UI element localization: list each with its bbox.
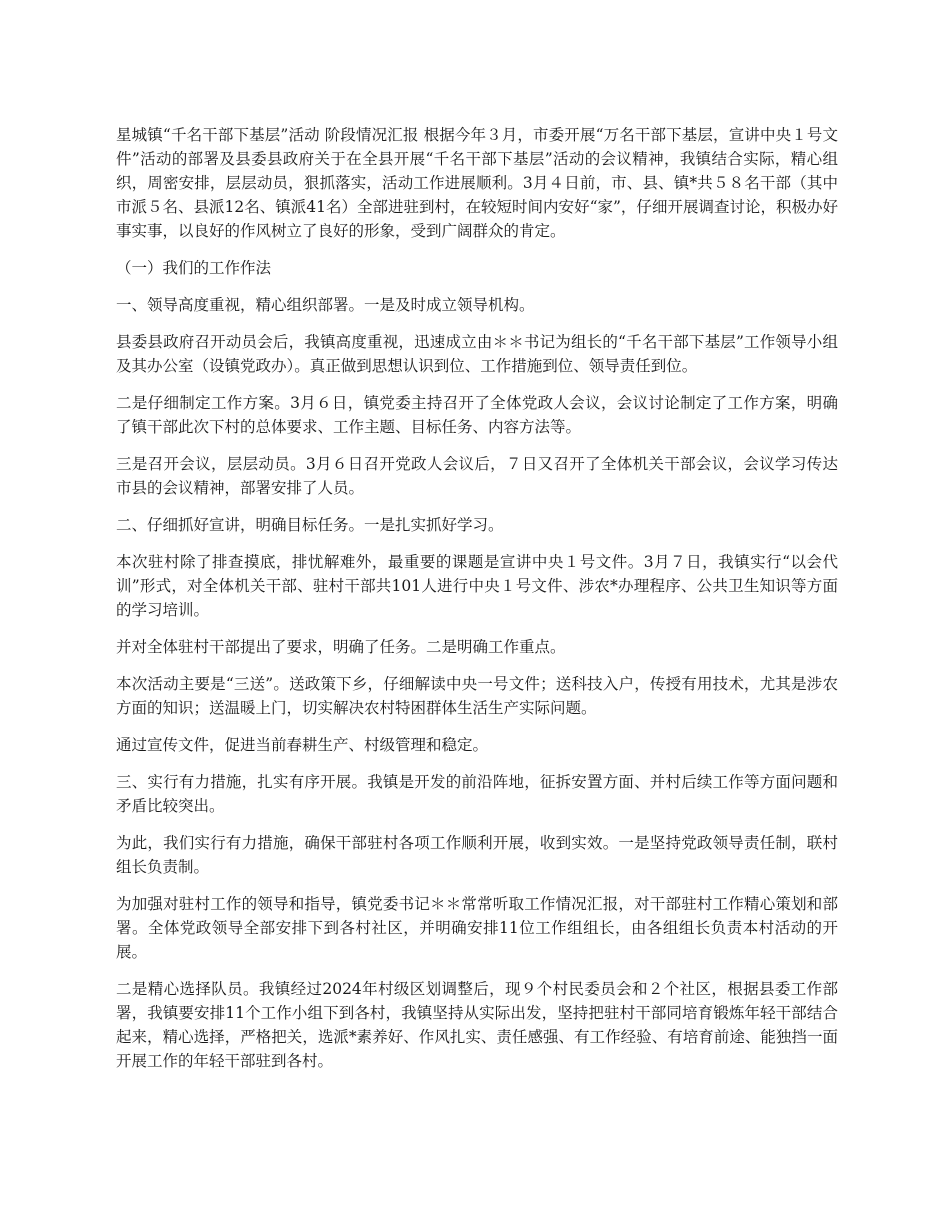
- paragraph: 本次活动主要是“三送”。送政策下乡，仔细解读中央一号文件；送科技入户，传授有用技术，尤其是涉农方面的知识；送温暖上门，切实解决农村特困群体生活生产实际问题。: [116, 675, 838, 717]
- paragraph-point-two: 二、仔细抓好宣讲，明确目标任务。一是扎实抓好学习。: [116, 516, 504, 534]
- paragraph: 通过宣传文件，促进当前春耕生产、村级管理和稳定。: [116, 736, 489, 754]
- paragraph: 三是召开会议，层层动员。3月６日召开党政人会议后，７日又召开了全体机关干部会议，会议学习传达市县的会议精神，部署安排了人员。: [116, 455, 838, 497]
- paragraph: 并对全体驻村干部提出了要求，明确了任务。二是明确工作重点。: [116, 638, 566, 656]
- document-body: [116, 123, 838, 1086]
- paragraph-intro: 星城镇“千名干部下基层”活动 阶段情况汇报 根据今年３月，市委开展“万名干部下基层，宣讲中央１号文件”活动的部署及县委县政府关于在全县开展“千名干部下基层”活动的会议精神，我镇结合实际，精心组织，周密安排，层层动员，狠抓落实，活动工作进展顺利。3月４日前，市、县、镇*共５８名干部（其中市派５名、县派12名、镇派41名）全部进驻到村，在较短时间内安好“家”，仔细开展调查讨论，积极办好事实事，以良好的作风树立了良好的形象，受到广阔群众的肯定。: [116, 126, 838, 240]
- paragraph: 为此，我们实行有力措施，确保干部驻村各项工作顺利开展，收到实效。一是坚持党政领导责任制，联村组长负责制。: [116, 834, 838, 876]
- paragraph-point-one: 一、领导高度重视，精心组织部署。一是及时成立领导机构。: [116, 296, 535, 314]
- section-heading-work-methods: （一）我们的工作作法: [116, 259, 272, 277]
- paragraph: 二是仔细制定工作方案。3月６日，镇党委主持召开了全体党政人会议，会议讨论制定了工作方案，明确了镇干部此次下村的总体要求、工作主题、目标任务、内容方法等。: [116, 394, 838, 436]
- paragraph: 本次驻村除了排查摸底，排忧解难外，最重要的课题是宣讲中央１号文件。3月７日，我镇实行“以会代训”形式，对全体机关干部、驻村干部共101人进行中央１号文件、涉农*办理程序、公共卫生知识等方面的学习培训。: [116, 553, 838, 619]
- paragraph-point-three: 三、实行有力措施，扎实有序开展。我镇是开发的前沿阵地，征拆安置方面、并村后续工作等方面问题和矛盾比较突出。: [116, 773, 838, 815]
- paragraph: 县委县政府召开动员会后，我镇高度重视，迅速成立由＊＊书记为组长的“千名干部下基层”工作领导小组及其办公室（设镇党政办）。真正做到思想认识到位、工作措施到位、领导责任到位。: [116, 333, 838, 375]
- paragraph: 为加强对驻村工作的领导和指导，镇党委书记＊＊常常听取工作情况汇报，对干部驻村工作精心策划和部署。全体党政领导全部安排下到各村社区，并明确安排11位工作组组长，由各组组长负责本村活动的开展。: [116, 895, 838, 961]
- paragraph: 二是精心选择队员。我镇经过2024年村级区划调整后，现９个村民委员会和２个社区，根据县委工作部署，我镇要安排11个工作小组下到各村，我镇坚持从实际出发，坚持把驻村干部同培育锻炼年轻干部结合起来，精心选择，严格把关，选派*素养好、作风扎实、责任感强、有工作经验、有培育前途、能独挡一面开展工作的年轻干部驻到各村。: [116, 980, 838, 1070]
